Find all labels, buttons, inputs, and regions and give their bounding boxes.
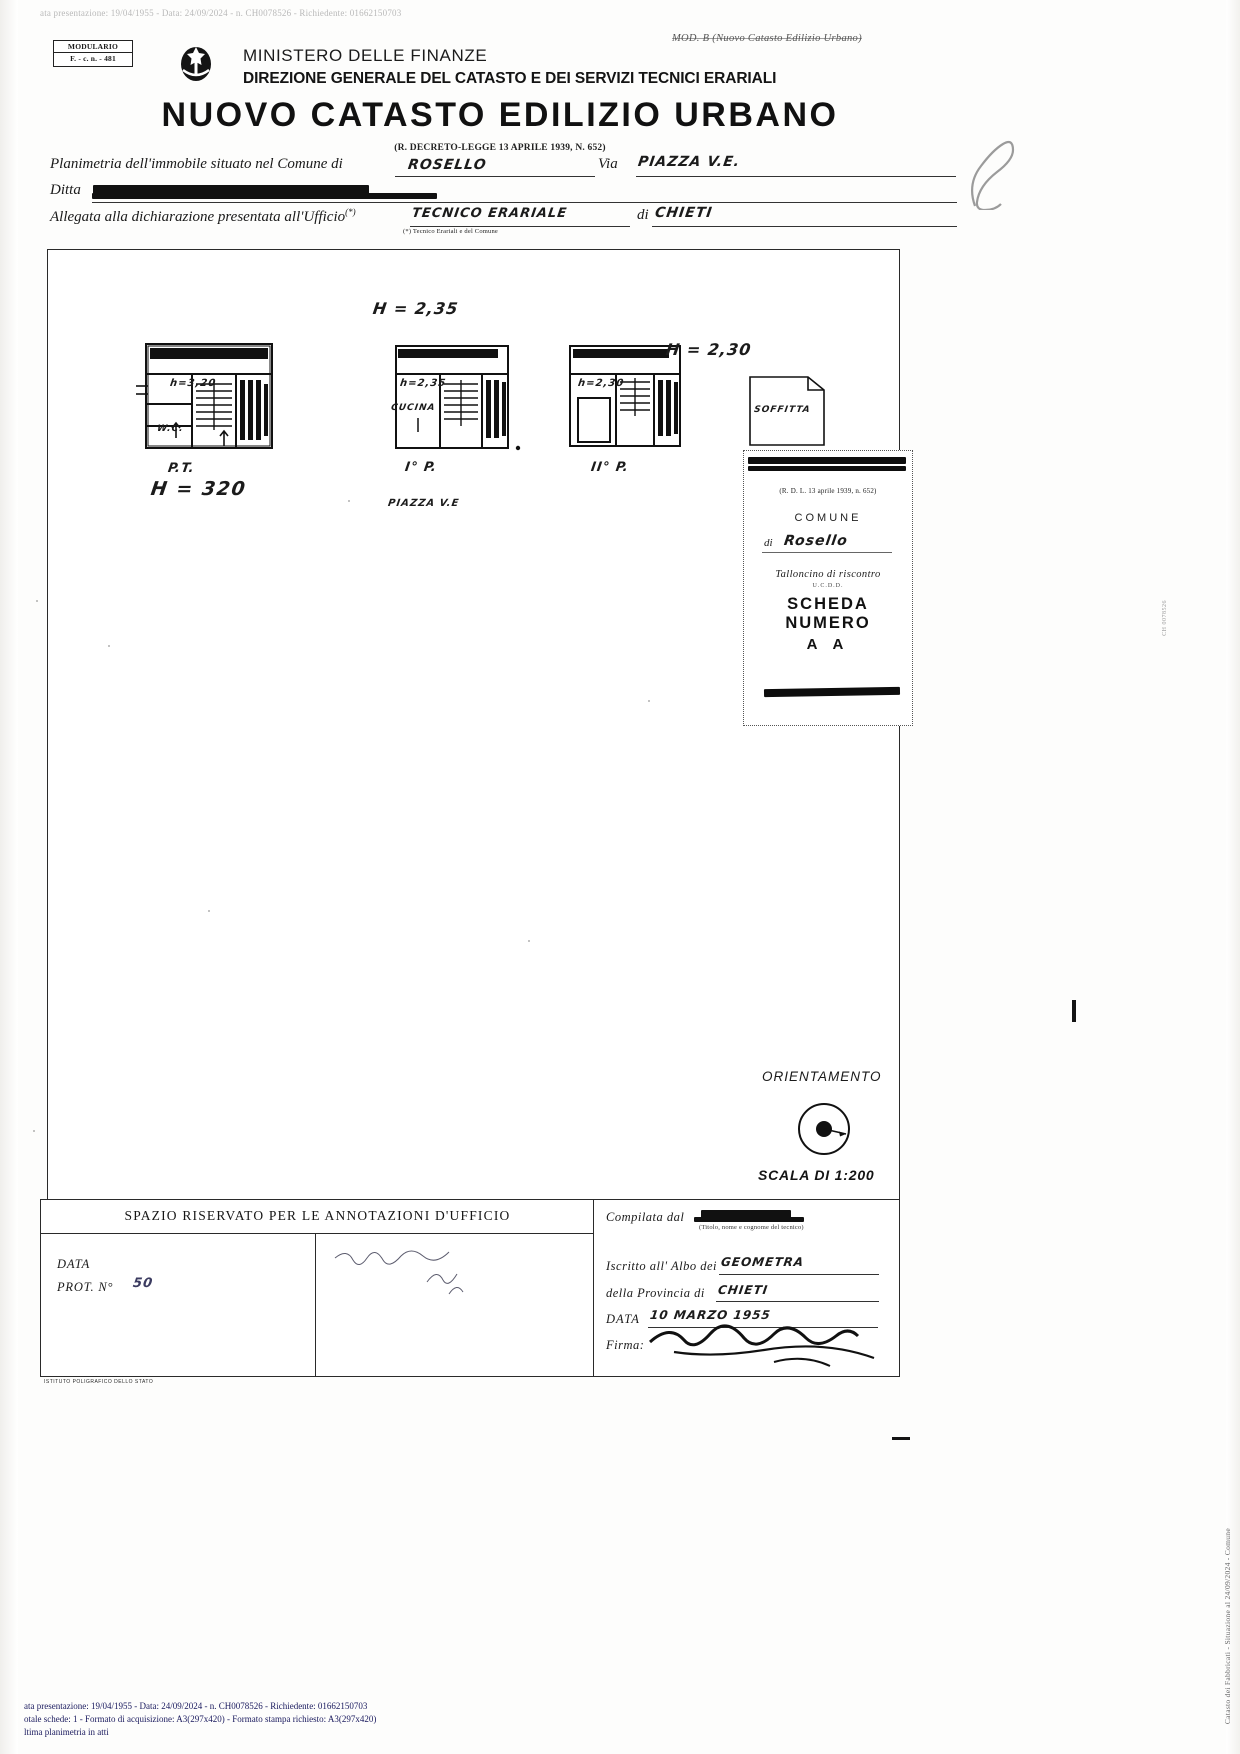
- talloncino-riscontro-label: Talloncino di riscontro: [775, 569, 881, 580]
- compiled-box: [593, 1199, 900, 1377]
- pencil-annotation: [963, 128, 1017, 210]
- scan-artifact-2: [1072, 1000, 1076, 1022]
- provincia-value: CHIETI: [717, 1283, 770, 1297]
- via-value-text: PIAZZA V.E.: [636, 154, 742, 170]
- ministry-title-text: MINISTERO DELLE FINANZE: [243, 46, 488, 65]
- signature: [644, 1318, 884, 1376]
- talloncino-redaction-3: [764, 687, 900, 697]
- compass-icon: [796, 1101, 852, 1157]
- footer-line-1: ata presentazione: 19/04/1955 - Data: 24/09/2024 - n. CH0078526 - Richiedente: 01662150703: [24, 1701, 368, 1711]
- di-rule: [652, 226, 957, 227]
- orientation-label: ORIENTAMENTO: [762, 1069, 882, 1084]
- iscritto-label: Iscritto all' Albo dei: [606, 1259, 718, 1273]
- plan-caption-1p: I° P.: [403, 460, 439, 475]
- comune-value-text: ROSELLO: [406, 157, 488, 173]
- planimetria-label: Planimetria dell'immobile situato nel Comune di: [50, 156, 343, 172]
- talloncino-redaction-1: [748, 457, 906, 464]
- ufficio-rule: [410, 226, 630, 227]
- decree-reference: (R. DECRETO-LEGGE 13 APRILE 1939, N. 652): [394, 143, 606, 153]
- allegata-marker: (*): [345, 207, 356, 217]
- scan-top-strip: ata presentazione: 19/04/1955 - Data: 24/09/2024 - n. CH0078526 - Richiedente: 01662150703: [40, 8, 402, 18]
- via-rule: [636, 176, 956, 177]
- annotations-hdivider: [41, 1233, 594, 1234]
- compiled-data-label: DATA: [606, 1312, 640, 1326]
- modulario-line1: MODULARIO: [67, 42, 119, 51]
- plan-room-cucina: CUCINA: [390, 403, 437, 413]
- compiled-data-value: 10 MARZO 1955: [649, 1308, 772, 1322]
- comune-rule: [395, 176, 595, 177]
- plan-room-wc: W.C.: [156, 424, 185, 434]
- republic-emblem-icon: [173, 40, 219, 86]
- ufficio-footnote: (*) Tecnico Erariali e del Comune: [403, 228, 499, 235]
- page-title: NUOVO CATASTO EDILIZIO URBANO: [161, 96, 839, 134]
- annotations-prot-label: PROT. N°: [57, 1280, 114, 1294]
- provincia-label: della Provincia di: [606, 1286, 705, 1300]
- annotations-data-label: DATA: [57, 1257, 91, 1271]
- plan-inner-note-pt: h=3,20: [169, 378, 217, 389]
- compilata-label: Compilata dal: [606, 1210, 685, 1224]
- talloncino-di-label: di: [764, 537, 773, 549]
- talloncino-redaction-2: [748, 466, 906, 471]
- footer-line-3: ltima planimetria in atti: [24, 1727, 109, 1738]
- ditta-label: Ditta: [50, 182, 81, 198]
- plan-height-1p: H = 2,35: [371, 299, 460, 318]
- scale-label: SCALA DI 1:200: [758, 1167, 875, 1183]
- annotations-title: SPAZIO RISERVATO PER LE ANNOTAZIONI D'UFFICIO: [124, 1208, 511, 1223]
- plan-street-label: PIAZZA V.E: [387, 498, 461, 509]
- printer-mark: ISTITUTO POLIGRAFICO DELLO STATO: [44, 1379, 154, 1385]
- allegata-label-text: Allegata alla dichiarazione presentata all'Ufficio: [50, 209, 346, 225]
- talloncino-ucdd: U.C.D.D.: [812, 583, 844, 589]
- ufficio-value-text: TECNICO ERARIALE: [410, 206, 569, 221]
- floorplan-piano-terra: [136, 334, 281, 469]
- modulario-line2: F. - c. n. - 481: [54, 52, 132, 63]
- talloncino-decree: (R. D. L. 13 aprile 1939, n. 652): [779, 487, 877, 495]
- scan-artifact: [892, 1437, 910, 1440]
- planimetry-frame: [47, 249, 900, 1200]
- footer-line-2: otale schede: 1 - Formato di acquisizione: A3(297x420) - Formato stampa richiesto: A3(297x420): [24, 1714, 377, 1725]
- iscritto-value: GEOMETRA: [720, 1255, 806, 1269]
- modulario-box: [53, 40, 133, 67]
- ditta-rule: [92, 202, 957, 203]
- compilata-redaction-2: [694, 1217, 804, 1222]
- annotation-handwriting: [331, 1244, 511, 1304]
- firma-label: Firma:: [606, 1338, 645, 1352]
- scan-edge-right: [1226, 0, 1240, 1754]
- comune-value: [408, 157, 487, 174]
- floorplan-primo-piano: [378, 336, 523, 466]
- iscritto-rule: [719, 1274, 879, 1275]
- talloncino-comune-label: COMUNE: [794, 512, 862, 524]
- annotations-box: [40, 1199, 595, 1377]
- plan-caption-pt: P.T.: [166, 461, 196, 476]
- direction-title: DIREZIONE GENERALE DEL CATASTO E DEI SERVIZI TECNICI ERARIALI: [243, 70, 777, 87]
- di-label: di: [637, 207, 649, 223]
- plan-height-2p: H = 2,30: [664, 340, 753, 359]
- plan-inner-note-1p: h=2,35: [399, 378, 447, 389]
- annotations-prot-value: 50: [131, 1276, 155, 1291]
- allegata-label: [50, 207, 356, 226]
- talloncino-box: [743, 450, 913, 726]
- ministry-title: [243, 46, 487, 66]
- plan-inner-note-2p: h=2,30: [577, 378, 625, 389]
- annotations-vdivider: [315, 1233, 316, 1376]
- via-value: [638, 154, 740, 171]
- plan-room-soffitta: SOFFITTA: [753, 405, 812, 415]
- di-value: [655, 205, 713, 222]
- footer-metadata: [24, 1700, 376, 1739]
- talloncino-scheda-label: SCHEDA NUMERO: [785, 595, 871, 632]
- compilata-hint: (Titolo, nome e cognome del tecnico): [699, 1224, 804, 1231]
- mod-b-label: MOD. B (Nuovo Catasto Edilizio Urbano): [672, 33, 862, 44]
- plan-caption-2p: II° P.: [589, 460, 630, 475]
- ufficio-value: [412, 205, 567, 222]
- side-vertical-text: Catasto dei Fabbricati - Situazione al 24/09/2024 - Comune: [1223, 1527, 1232, 1724]
- side-vertical-small: CH 0078526: [1162, 600, 1168, 636]
- ditta-redaction-2: [92, 193, 437, 199]
- talloncino-comune-value: Rosello: [782, 533, 849, 549]
- via-label: Via: [598, 156, 618, 172]
- plan-height-pt: H = 320: [149, 478, 248, 500]
- scan-edge-left: [0, 0, 18, 1754]
- talloncino-scheda-value: A A: [806, 636, 850, 653]
- provincia-rule: [716, 1301, 879, 1302]
- di-value-text: CHIETI: [653, 205, 714, 221]
